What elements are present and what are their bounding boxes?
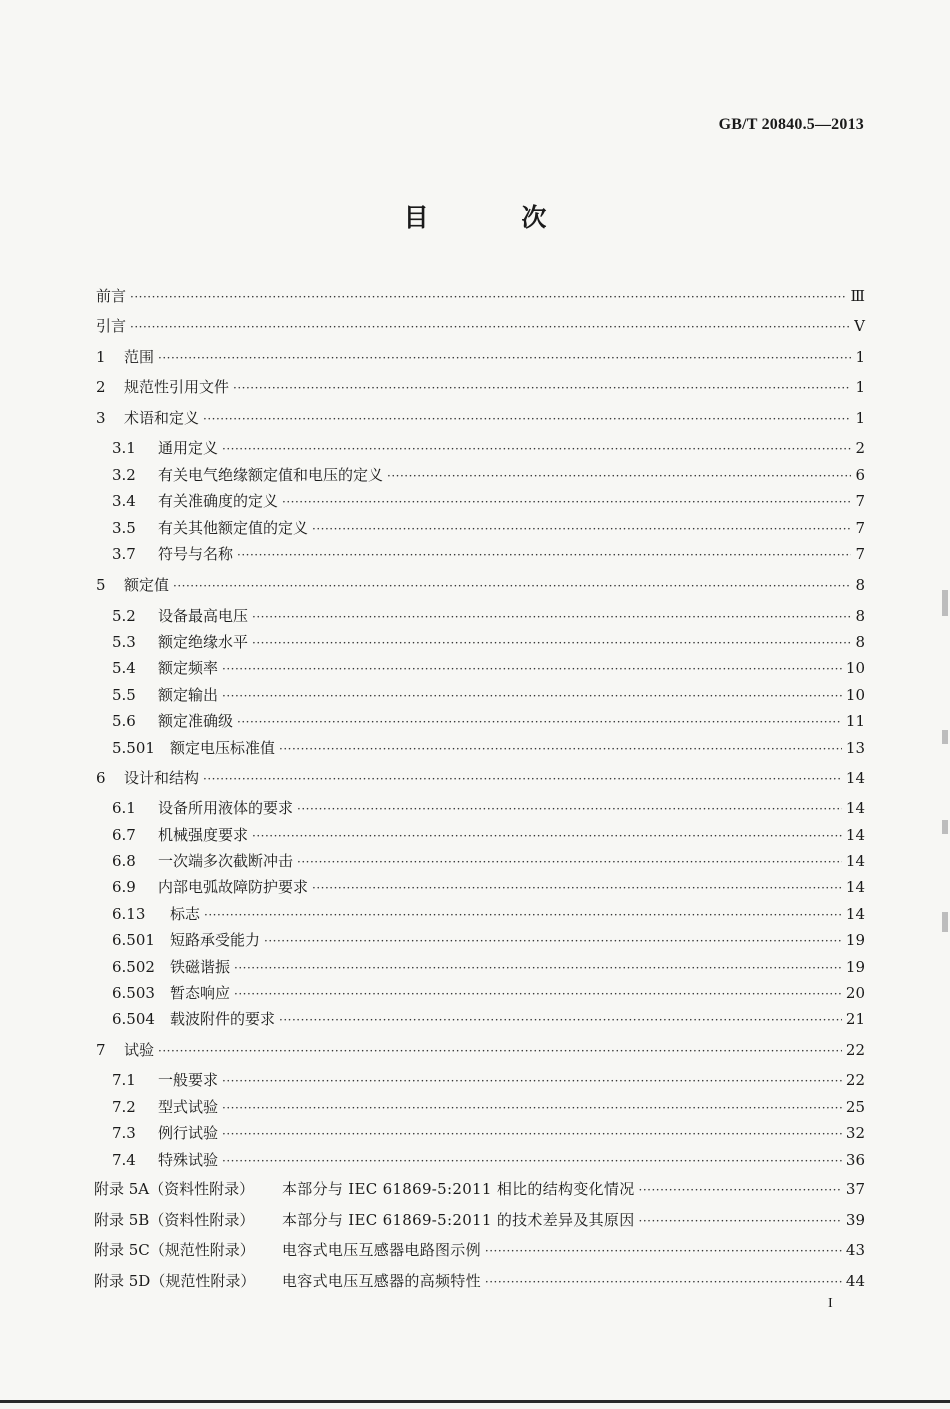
bottom-scan-edge [0, 1400, 950, 1403]
dot-leader [158, 349, 851, 367]
toc-entry-label: 额定电压标准值 [170, 739, 276, 757]
toc-entry-number: 5.5 [112, 686, 136, 704]
toc-entry-page: 11 [845, 712, 865, 730]
toc-entry-page: 14 [845, 878, 865, 896]
toc-entry [94, 487, 865, 511]
toc-entry [94, 681, 865, 705]
toc-entry-number: 6.1 [112, 799, 136, 817]
toc-entry-label: 短路承受能力 [170, 931, 261, 949]
toc-entry [94, 1036, 865, 1060]
toc-entry [94, 734, 865, 758]
toc-entry-number: 1 [96, 348, 106, 366]
dot-leader [252, 608, 851, 626]
toc-entry-label: 设备所用液体的要求 [158, 799, 294, 817]
dot-leader [639, 1212, 842, 1230]
toc-entry-page: 8 [855, 576, 865, 594]
toc-entry-number: 7.1 [112, 1071, 136, 1089]
toc-entry-label: 符号与名称 [158, 545, 234, 563]
dot-leader [252, 634, 851, 652]
toc-entry-page: 39 [845, 1211, 865, 1229]
toc-entry-number: 2 [96, 378, 106, 396]
toc-entry-page: 10 [845, 659, 865, 677]
toc-entry-page: 20 [845, 984, 865, 1002]
toc-entry-page: 22 [845, 1041, 865, 1059]
dot-leader [222, 1099, 842, 1117]
toc-entry-page: 32 [845, 1124, 865, 1142]
dot-leader [233, 379, 851, 397]
toc-entry [94, 821, 865, 845]
dot-leader [203, 410, 851, 428]
dot-leader [264, 932, 842, 950]
dot-leader [130, 318, 850, 336]
toc-entry [94, 1119, 865, 1143]
dot-leader [234, 985, 842, 1003]
dot-leader [282, 493, 851, 511]
page-title: 目 次 [403, 203, 589, 232]
dot-leader [234, 959, 842, 977]
toc-entry-label: 有关准确度的定义 [158, 492, 279, 510]
dot-leader [222, 1125, 842, 1143]
toc-entry [94, 847, 865, 871]
toc-entry-number: 附录 5A（资料性附录） [94, 1180, 255, 1198]
toc-entry [94, 540, 865, 564]
toc-entry-number: 7.2 [112, 1098, 136, 1116]
toc-entry-number: 5.4 [112, 659, 136, 677]
dot-leader [222, 1072, 842, 1090]
toc-entry-number: 附录 5B（资料性附录） [94, 1211, 255, 1229]
toc-entry-label: 本部分与 IEC 61869-5:2011 的技术差异及其原因 [282, 1211, 635, 1229]
toc-entry-page: 1 [855, 409, 865, 427]
toc-entry-page: 14 [845, 852, 865, 870]
scan-edge-mark [942, 912, 948, 932]
toc-entry [94, 373, 865, 397]
dot-leader [312, 879, 842, 897]
toc-entry [94, 1093, 865, 1117]
dot-leader [252, 827, 842, 845]
toc-entry [94, 794, 865, 818]
toc-entry-page: 1 [855, 348, 865, 366]
dot-leader [237, 546, 851, 564]
toc-entry-page: 19 [845, 931, 865, 949]
toc-entry-label: 额定绝缘水平 [158, 633, 249, 651]
toc-entry-number: 6.504 [112, 1010, 155, 1028]
toc-entry [94, 312, 865, 336]
toc-entry [94, 461, 865, 485]
dot-leader [222, 1152, 842, 1170]
toc-entry-page: 13 [845, 739, 865, 757]
toc-entry [94, 707, 865, 731]
toc-entry-number: 3.2 [112, 466, 136, 484]
toc-entry-number: 6 [96, 769, 106, 787]
toc-entry-label: 型式试验 [158, 1098, 219, 1116]
toc-entry-label: 通用定义 [158, 439, 219, 457]
dot-leader [222, 687, 842, 705]
toc-entry-page: 44 [845, 1272, 865, 1290]
toc-entry-number: 6.9 [112, 878, 136, 896]
toc-entry-page: 14 [845, 826, 865, 844]
toc-entry-label: 范围 [124, 348, 155, 366]
toc-entry-number: 6.502 [112, 958, 155, 976]
toc-entry-number: 附录 5C（规范性附录） [94, 1241, 255, 1259]
toc-entry-label: 本部分与 IEC 61869-5:2011 相比的结构变化情况 [282, 1180, 635, 1198]
toc-entry-page: 14 [845, 769, 865, 787]
dot-leader [222, 440, 851, 458]
dot-leader [158, 1042, 842, 1060]
toc-entry-label: 规范性引用文件 [124, 378, 230, 396]
toc-entry-number: 5.501 [112, 739, 155, 757]
dot-leader [130, 288, 847, 306]
toc-entry-label: 暂态响应 [170, 984, 231, 1002]
toc-entry-number: 6.501 [112, 931, 155, 949]
scan-edge-mark [942, 730, 948, 744]
dot-leader [297, 853, 842, 871]
toc-entry-page: 2 [855, 439, 865, 457]
toc-entry-number: 6.8 [112, 852, 136, 870]
toc-entry-label: 术语和定义 [124, 409, 200, 427]
toc-entry-page: 6 [855, 466, 865, 484]
toc-entry-page: 19 [845, 958, 865, 976]
dot-leader [173, 577, 851, 595]
toc-entry-number: 7.4 [112, 1151, 136, 1169]
toc-entry-page: Ⅲ [850, 287, 865, 305]
toc-entry-label: 载波附件的要求 [170, 1010, 276, 1028]
toc-entry-label: 设备最高电压 [158, 607, 249, 625]
toc-entry [94, 1066, 865, 1090]
toc-entry-number: 3.7 [112, 545, 136, 563]
toc-entry-number: 3.1 [112, 439, 136, 457]
toc-entry-number: 附录 5D（规范性附录） [94, 1272, 256, 1290]
toc-entry-label: 引言 [96, 317, 127, 335]
toc-entry-page: V [854, 317, 865, 335]
toc-entry-page: 14 [845, 905, 865, 923]
toc-entry-number: 7.3 [112, 1124, 136, 1142]
toc-entry-page: 21 [845, 1010, 865, 1028]
toc-entry-label: 内部电弧故障防护要求 [158, 878, 309, 896]
toc-entry-page: 37 [845, 1180, 865, 1198]
toc-entry [94, 628, 865, 652]
toc-entry-label: 额定输出 [158, 686, 219, 704]
toc-entry-label: 例行试验 [158, 1124, 219, 1142]
toc-entry-label: 有关其他额定值的定义 [158, 519, 309, 537]
page-number: I [828, 1296, 833, 1311]
dot-leader [279, 1011, 842, 1029]
toc-entry-number: 5.6 [112, 712, 136, 730]
toc-entry-number: 6.7 [112, 826, 136, 844]
toc-entry-label: 额定频率 [158, 659, 219, 677]
toc-appendix-entry [94, 1206, 865, 1230]
toc-entry-label: 特殊试验 [158, 1151, 219, 1169]
dot-leader [204, 906, 842, 924]
toc-entry-number: 3 [96, 409, 106, 427]
toc-entry-number: 6.503 [112, 984, 155, 1002]
toc-entry-page: 36 [845, 1151, 865, 1169]
toc-entry-label: 电容式电压互感器电路图示例 [282, 1241, 481, 1259]
toc-entry-label: 前言 [96, 287, 127, 305]
toc-entry-label: 一次端多次截断冲击 [158, 852, 294, 870]
toc-entry-label: 一般要求 [158, 1071, 219, 1089]
dot-leader [485, 1273, 842, 1291]
toc-entry [94, 1005, 865, 1029]
toc-entry-number: 3.5 [112, 519, 136, 537]
toc-entry-number: 6.13 [112, 905, 146, 923]
toc-entry-page: 25 [845, 1098, 865, 1116]
toc-entry [94, 571, 865, 595]
toc-entry-label: 铁磁谐振 [170, 958, 231, 976]
toc-appendix-entry [94, 1267, 865, 1291]
toc-entry [94, 404, 865, 428]
toc-entry-page: 43 [845, 1241, 865, 1259]
toc-appendix-entry [94, 1236, 865, 1260]
toc-entry [94, 343, 865, 367]
dot-leader [639, 1181, 842, 1199]
toc-entry-page: 10 [845, 686, 865, 704]
toc-entry [94, 764, 865, 788]
dot-leader [312, 520, 851, 538]
toc-entry [94, 926, 865, 950]
toc-entry-label: 机械强度要求 [158, 826, 249, 844]
standard-code: GB/T 20840.5—2013 [718, 116, 864, 133]
dot-leader [387, 467, 851, 485]
toc-entry-label: 试验 [124, 1041, 155, 1059]
toc-entry [94, 953, 865, 977]
toc-entry-page: 14 [845, 799, 865, 817]
toc-entry-page: 8 [855, 633, 865, 651]
dot-leader [203, 770, 842, 788]
dot-leader [279, 740, 842, 758]
dot-leader [222, 660, 842, 678]
toc-entry-number: 7 [96, 1041, 106, 1059]
toc-entry-number: 5.3 [112, 633, 136, 651]
toc-entry-label: 标志 [170, 905, 201, 923]
toc-entry [94, 514, 865, 538]
scan-edge-mark [942, 820, 948, 834]
toc-entry-label: 有关电气绝缘额定值和电压的定义 [158, 466, 384, 484]
toc-entry [94, 654, 865, 678]
toc-entry [94, 873, 865, 897]
toc-entry-label: 设计和结构 [124, 769, 200, 787]
toc-entry-label: 额定值 [124, 576, 170, 594]
toc-entry [94, 900, 865, 924]
scan-edge-mark [942, 590, 948, 616]
toc-entry-number: 3.4 [112, 492, 136, 510]
toc-entry-page: 7 [855, 545, 865, 563]
toc-entry [94, 979, 865, 1003]
toc-appendix-entry [94, 1175, 865, 1199]
toc-entry-number: 5.2 [112, 607, 136, 625]
toc-entry-label: 额定准确级 [158, 712, 234, 730]
toc-entry-page: 7 [855, 492, 865, 510]
toc-entry-label: 电容式电压互感器的高频特性 [282, 1272, 481, 1290]
toc-entry-number: 5 [96, 576, 106, 594]
toc-entry-page: 8 [855, 607, 865, 625]
toc-entry [94, 282, 865, 306]
dot-leader [297, 800, 842, 818]
toc-entry [94, 1146, 865, 1170]
toc-entry-page: 22 [845, 1071, 865, 1089]
toc-entry-page: 1 [855, 378, 865, 396]
toc-entry [94, 602, 865, 626]
toc-entry [94, 434, 865, 458]
dot-leader [237, 713, 842, 731]
dot-leader [485, 1242, 842, 1260]
toc-entry-page: 7 [855, 519, 865, 537]
